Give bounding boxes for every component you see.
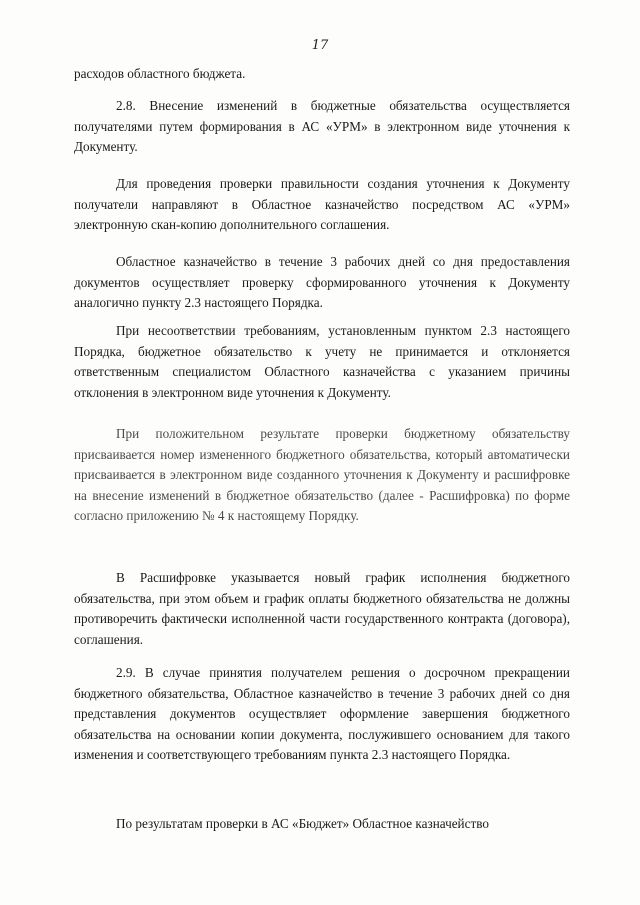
paragraph-verification-result: По результатам проверки в АС «Бюджет» Областное казначейство bbox=[116, 816, 489, 831]
paragraph-continuation: расходов областного бюджета. bbox=[74, 66, 246, 81]
paragraph-verification: Областное казначейство в течение 3 рабочих дней со дня предоставления документов осуществляет проверку сформированного уточнения к Документу аналогично пункту 2.3 настоящего Порядка. bbox=[74, 254, 570, 311]
paragraph-rejection: При несоответствии требованиям, установленным пунктом 2.3 настоящего Порядка, бюджетное обязательство к учету не принимается и отклоняется ответственным специалистом Областного казначейства с указанием причины отклонения в электронном виде уточнения к Документу. bbox=[74, 323, 570, 400]
paragraph-schedule: В Расшифровке указывается новый график исполнения бюджетного обязательства, при этом объем и график оплаты бюджетного обязательства не должны противоречить фактически исполненной части государственного контракта (договора), соглашения. bbox=[74, 570, 570, 647]
paragraph-2-8: 2.8. Внесение изменений в бюджетные обязательства осуществляется получателями путем формирования в АС «УРМ» в электронном виде уточнения к Документу. bbox=[74, 98, 570, 155]
paragraph-scan-copy: Для проведения проверки правильности создания уточнения к Документу получатели направляют в Областное казначейство посредством АС «УРМ» электронную скан-копию дополнительного соглашения. bbox=[74, 176, 570, 233]
paragraph-2-9: 2.9. В случае принятия получателем решения о досрочном прекращении бюджетного обязательства, Областное казначейство в течение 3 рабочих дней со дня представления документов осуществляет оформление завершения бюджетного обязательства на основании копии документа, послужившего основанием для такого изменения и соответствующего требованиям пункта 2.3 настоящего Порядка. bbox=[74, 665, 570, 763]
paragraph-positive-result: При положительном результате проверки бюджетному обязательству присваивается номер измененного бюджетного обязательства, который автоматически присваивается в электронном виде созданного уточнения к Документу и расшифровке на внесение изменений в бюджетное обязательство (далее - Расшифровка) по форме согласно приложению № 4 к настоящему Порядку. bbox=[74, 426, 570, 524]
page-number: 17 bbox=[311, 38, 329, 53]
